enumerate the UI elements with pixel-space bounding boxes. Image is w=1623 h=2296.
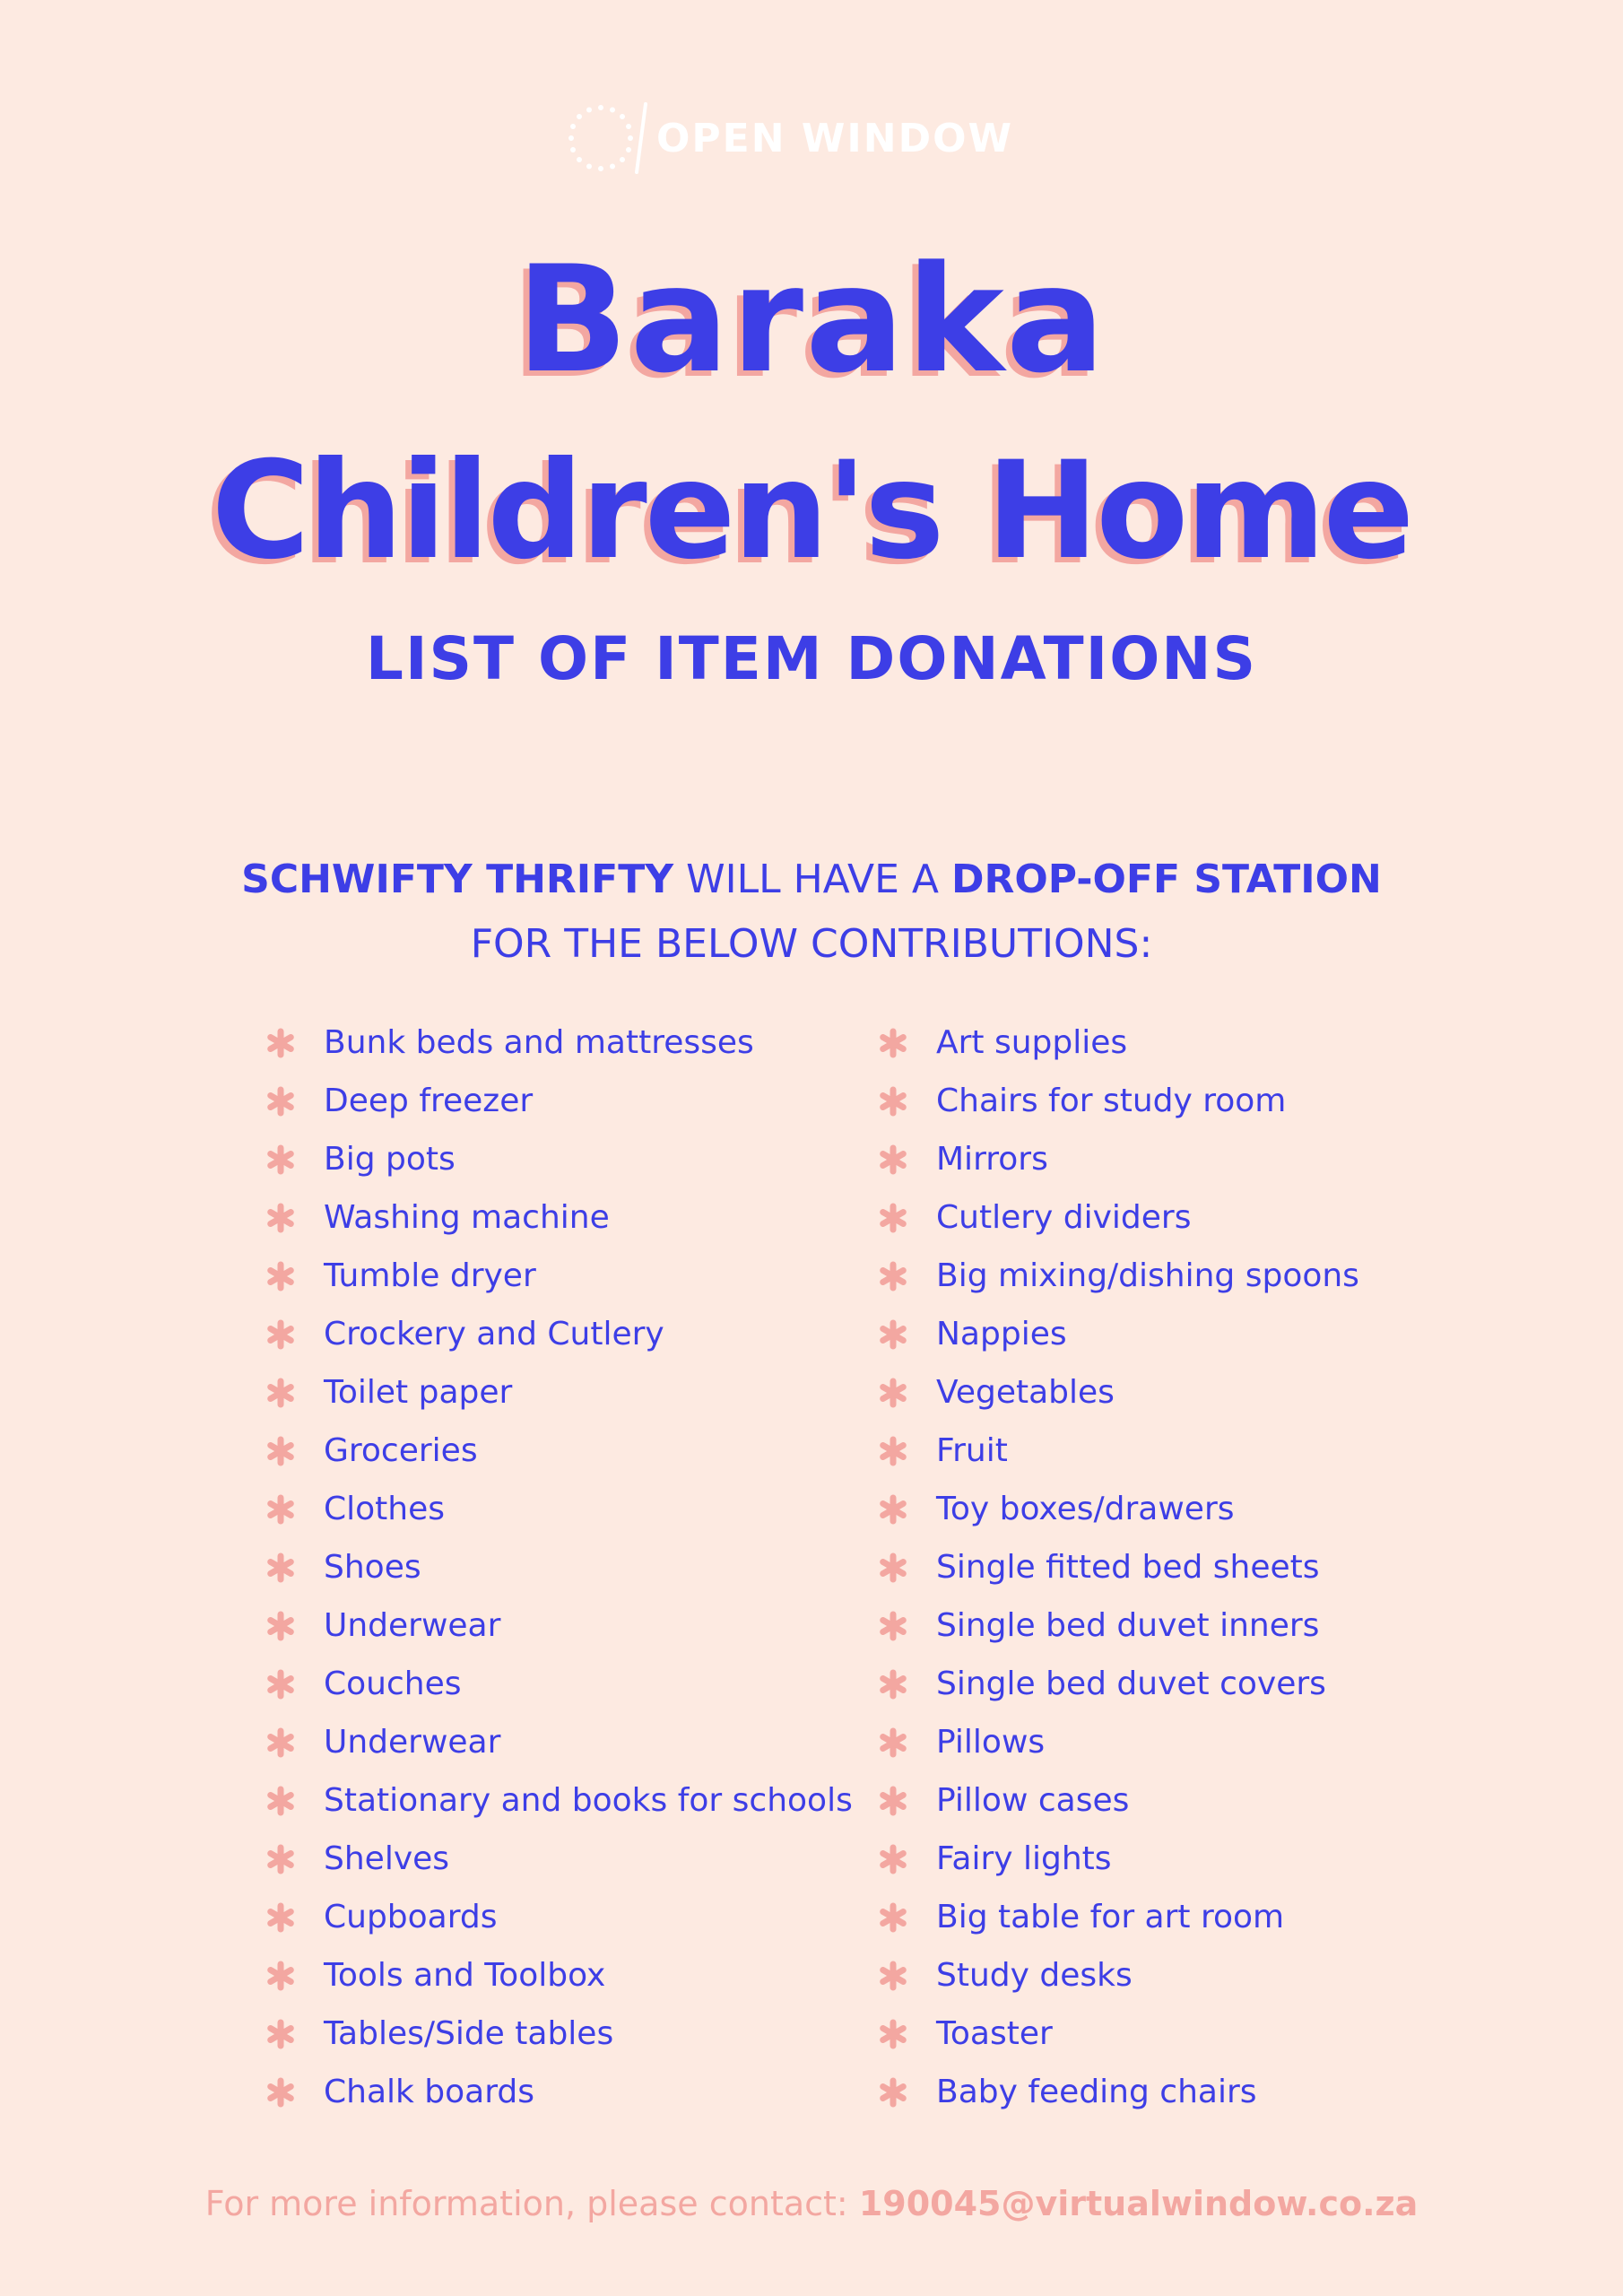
list-item-label: Vegetables [936, 1374, 1115, 1411]
list-item [877, 1188, 1433, 1247]
list-item [877, 1946, 1433, 2005]
list-item-label: Mirrors [936, 1141, 1048, 1178]
asterisk-flower-icon [877, 1610, 909, 1642]
open-window-logo [565, 102, 1013, 174]
list-item-label: Cutlery dividers [936, 1199, 1192, 1236]
footer-contact [0, 2181, 1623, 2226]
list-item-label: Big mixing/dishing spoons [936, 1257, 1359, 1294]
logo-text: OPEN WINDOW [656, 115, 1014, 161]
list-item-label: Tools and Toolbox [324, 1957, 606, 1994]
list-item-label: Toy boxes/drawers [936, 1491, 1235, 1527]
list-item-label: Clothes [324, 1491, 445, 1527]
list-item-label: Pillow cases [936, 1782, 1130, 1819]
list-item-label: Single bed duvet covers [936, 1665, 1326, 1702]
asterisk-flower-icon [265, 1843, 297, 1875]
asterisk-flower-icon [265, 1318, 297, 1351]
list-item-label: Fairy lights [936, 1840, 1112, 1877]
list-item-label: Cupboards [324, 1899, 498, 1935]
list-item-label: Shoes [324, 1549, 421, 1586]
asterisk-flower-icon [265, 1493, 297, 1526]
asterisk-flower-icon [877, 1785, 909, 1817]
donation-list-right [877, 1013, 1433, 2121]
intro-text [0, 848, 1623, 977]
asterisk-flower-icon [877, 1493, 909, 1526]
list-item [265, 1305, 874, 1363]
list-item-label: Stationary and books for schools [324, 1782, 853, 1819]
list-item [265, 1188, 874, 1247]
page-title-line-1: Baraka [516, 234, 1107, 405]
list-item [877, 1422, 1433, 1480]
asterisk-flower-icon [265, 1610, 297, 1642]
list-item-label: Nappies [936, 1316, 1067, 1352]
intro-middle-text: WILL HAVE A [673, 857, 951, 902]
list-item-label: Baby feeding chairs [936, 2074, 1257, 2110]
list-item-label: Tables/Side tables [324, 2015, 614, 2052]
intro-shop-name: SCHWIFTY THRIFTY [241, 857, 674, 902]
asterisk-flower-icon [265, 1202, 297, 1234]
intro-line-2: FOR THE BELOW CONTRIBUTIONS: [470, 921, 1153, 967]
list-item [265, 1422, 874, 1480]
asterisk-flower-icon [265, 1435, 297, 1467]
list-item-label: Pillows [936, 1724, 1046, 1761]
list-item [877, 1888, 1433, 1946]
list-item-label: Underwear [324, 1724, 501, 1761]
list-item [265, 1130, 874, 1188]
contact-email-link[interactable]: 190045@virtualwindow.co.za [858, 2184, 1419, 2223]
list-item [265, 1247, 874, 1305]
asterisk-flower-icon [265, 1144, 297, 1176]
asterisk-flower-icon [265, 1726, 297, 1759]
subtitle: LIST OF ITEM DONATIONS [365, 624, 1258, 693]
list-item-label: Study desks [936, 1957, 1133, 1994]
list-item [265, 2063, 874, 2121]
asterisk-flower-icon [877, 1377, 909, 1409]
list-item [877, 1480, 1433, 1538]
asterisk-flower-icon [877, 1260, 909, 1292]
asterisk-flower-icon [877, 1027, 909, 1059]
list-item [877, 1072, 1433, 1130]
list-item [877, 1655, 1433, 1713]
list-item [877, 1771, 1433, 1830]
list-item [877, 1013, 1433, 1072]
asterisk-flower-icon [265, 1552, 297, 1584]
asterisk-flower-icon [877, 1901, 909, 1934]
list-item-label: Big pots [324, 1141, 456, 1178]
list-item [877, 1538, 1433, 1596]
asterisk-flower-icon [877, 1318, 909, 1351]
asterisk-flower-icon [265, 1960, 297, 1992]
list-item [265, 1888, 874, 1946]
asterisk-flower-icon [265, 2076, 297, 2109]
asterisk-flower-icon [877, 1085, 909, 1118]
asterisk-flower-icon [877, 1435, 909, 1467]
list-item-label: Chalk boards [324, 2074, 535, 2110]
list-item-label: Toaster [936, 2015, 1053, 2052]
list-item-label: Couches [324, 1665, 462, 1702]
list-item [265, 1771, 874, 1830]
list-item [877, 1305, 1433, 1363]
list-item-label: Toilet paper [324, 1374, 513, 1411]
asterisk-flower-icon [265, 1901, 297, 1934]
list-item-label: Groceries [324, 1432, 478, 1469]
asterisk-flower-icon [877, 1668, 909, 1700]
list-item-label: Chairs for study room [936, 1083, 1287, 1119]
list-item [877, 1130, 1433, 1188]
list-item [877, 1830, 1433, 1888]
intro-drop-off-text: DROP-OFF STATION [950, 857, 1382, 902]
asterisk-flower-icon [877, 1960, 909, 1992]
list-item [877, 1713, 1433, 1771]
list-item-label: Deep freezer [324, 1083, 534, 1119]
list-item [877, 2005, 1433, 2063]
list-item-label: Underwear [324, 1607, 501, 1644]
list-item [877, 1596, 1433, 1655]
list-item-label: Fruit [936, 1432, 1008, 1469]
asterisk-flower-icon [265, 1377, 297, 1409]
list-item [877, 1363, 1433, 1422]
asterisk-flower-icon [877, 2018, 909, 2050]
list-item [265, 1538, 874, 1596]
asterisk-flower-icon [877, 1843, 909, 1875]
list-item-label: Art supplies [936, 1024, 1128, 1061]
asterisk-flower-icon [265, 2018, 297, 2050]
footer-label: For more information, please contact: [204, 2184, 859, 2223]
asterisk-flower-icon [877, 2076, 909, 2109]
asterisk-flower-icon [877, 1144, 909, 1176]
dotted-circle-slash-icon [565, 102, 647, 174]
list-item-label: Bunk beds and mattresses [324, 1024, 754, 1061]
donation-list-left [265, 1013, 874, 2121]
page-title-line-2: Children's Home [211, 433, 1412, 589]
list-item-label: Single fitted bed sheets [936, 1549, 1320, 1586]
list-item [265, 1946, 874, 2005]
asterisk-flower-icon [265, 1785, 297, 1817]
list-item-label: Shelves [324, 1840, 450, 1877]
asterisk-flower-icon [877, 1726, 909, 1759]
list-item [265, 1013, 874, 1072]
asterisk-flower-icon [265, 1027, 297, 1059]
list-item [265, 1655, 874, 1713]
list-item [265, 1596, 874, 1655]
list-item [265, 1072, 874, 1130]
asterisk-flower-icon [265, 1085, 297, 1118]
list-item [877, 2063, 1433, 2121]
list-item-label: Crockery and Cutlery [324, 1316, 664, 1352]
asterisk-flower-icon [265, 1668, 297, 1700]
list-item [265, 2005, 874, 2063]
list-item [265, 1830, 874, 1888]
list-item [265, 1480, 874, 1538]
list-item-label: Washing machine [324, 1199, 610, 1236]
list-item [265, 1363, 874, 1422]
asterisk-flower-icon [877, 1552, 909, 1584]
asterisk-flower-icon [877, 1202, 909, 1234]
asterisk-flower-icon [265, 1260, 297, 1292]
list-item [877, 1247, 1433, 1305]
list-item-label: Tumble dryer [324, 1257, 536, 1294]
list-item [265, 1713, 874, 1771]
list-item-label: Big table for art room [936, 1899, 1285, 1935]
intro-line-1 [0, 848, 1623, 912]
list-item-label: Single bed duvet inners [936, 1607, 1320, 1644]
